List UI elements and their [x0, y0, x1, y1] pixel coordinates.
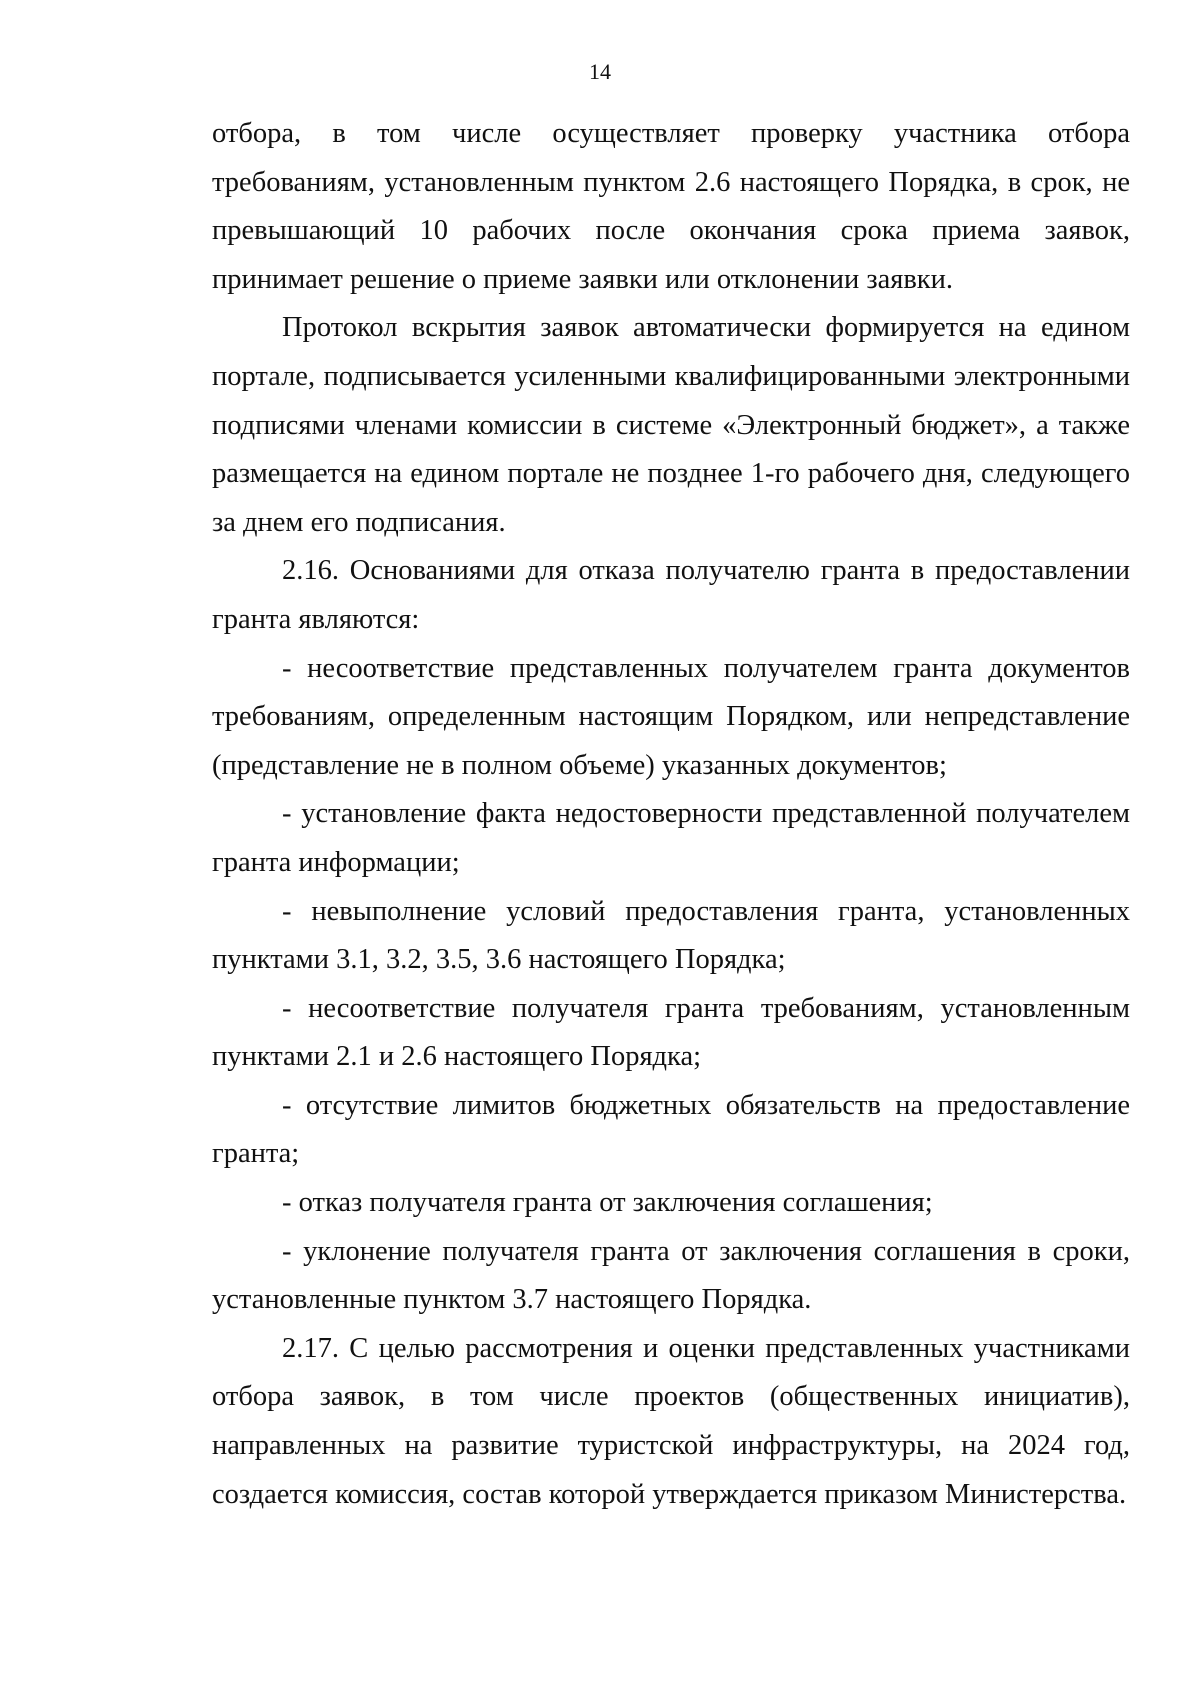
list-item-documents-mismatch: - несоответствие представленных получателем гранта документов требованиям, определенным настоящим Порядком, или непредставление (представление не в полном объеме) указанных документов;: [212, 652, 1130, 781]
list-item-false-information: - установление факта недостоверности представленной получателем гранта информации;: [212, 798, 1130, 878]
list-item-no-budget-limits: - отсутствие лимитов бюджетных обязательств на предоставление гранта;: [212, 1089, 1130, 1170]
document-body: [212, 110, 1130, 1519]
paragraph-protocol: Протокол вскрытия заявок автоматически формируется на едином портале, подписывается усиленными квалифицированными электронными подписями членами комиссии в системе «Электронный бюджет», а также размещается на едином портале не позднее 1-го рабочего дня, следующего за днем его подписания.: [212, 312, 1130, 538]
page-number: 14: [589, 59, 611, 84]
paragraph-2-16-heading: 2.16. Основаниями для отказа получателю гранта в предоставлении гранта являются:: [212, 555, 1130, 635]
list-item-requirements-mismatch: - несоответствие получателя гранта требованиям, установленным пунктами 2.1 и 2.6 настоящего Порядка;: [212, 992, 1130, 1073]
list-item-conditions-not-met: - невыполнение условий предоставления гранта, установленных пунктами 3.1, 3.2, 3.5, 3.6 настоящего Порядка;: [212, 895, 1130, 976]
paragraph-2-17-commission: 2.17. С целью рассмотрения и оценки представленных участниками отбора заявок, в том числе проектов (общественных инициатив), направленных на развитие туристской инфраструктуры, на 2024 год, создается комиссия, состав которой утверждается приказом Министерства.: [212, 1332, 1130, 1510]
paragraph-continuation: отбора, в том числе осуществляет проверку участника отбора требованиям, установленным пунктом 2.6 настоящего Порядка, в срок, не превышающий 10 рабочих после окончания срока приема заявок, принимает решение о приеме заявки или отклонении заявки.: [212, 118, 1130, 295]
list-item-agreement-evasion: - уклонение получателя гранта от заключения соглашения в сроки, установленные пунктом 3.7 настоящего Порядка.: [212, 1235, 1130, 1316]
list-item-agreement-refusal: - отказ получателя гранта от заключения соглашения;: [282, 1187, 933, 1219]
